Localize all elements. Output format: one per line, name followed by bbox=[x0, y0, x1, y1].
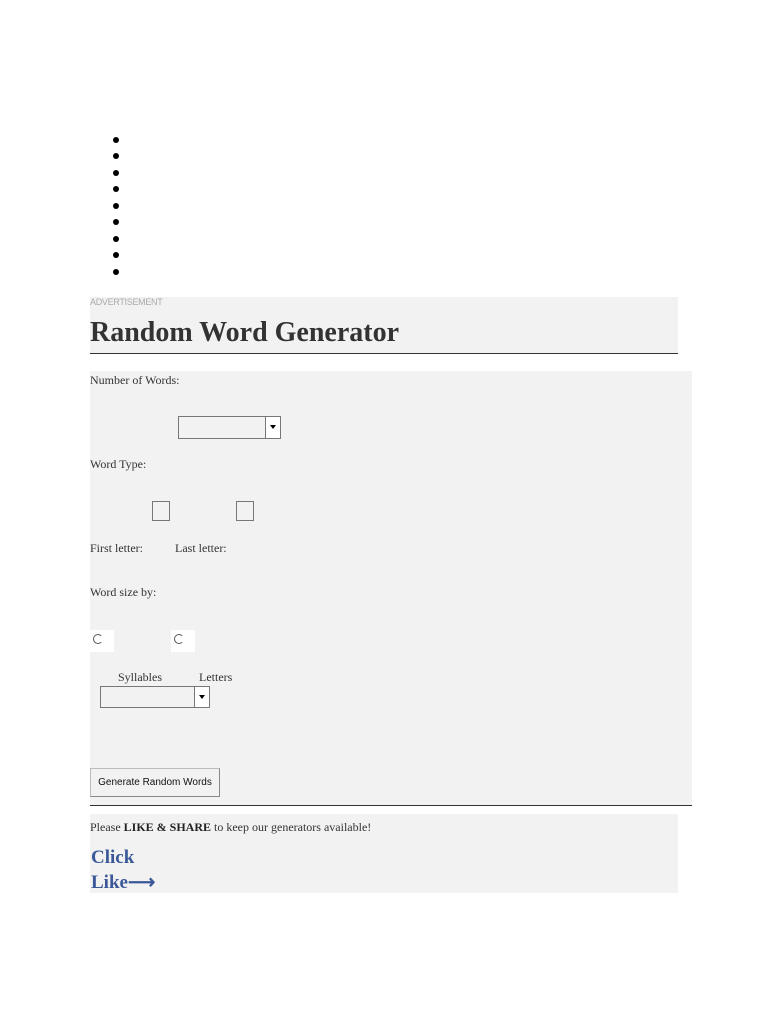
share-emphasis: LIKE & SHARE bbox=[123, 820, 212, 834]
nav-list-item[interactable] bbox=[113, 236, 119, 242]
share-message bbox=[90, 820, 371, 835]
word-size-select[interactable] bbox=[100, 686, 210, 708]
nav-list-item[interactable] bbox=[113, 252, 119, 258]
letters-label: Letters bbox=[199, 670, 233, 684]
number-of-words-select[interactable] bbox=[178, 416, 281, 439]
syllables-radio-wrap bbox=[90, 630, 114, 652]
chevron-down-icon bbox=[194, 687, 209, 707]
letters-radio-wrap bbox=[171, 630, 195, 652]
nav-list-item[interactable] bbox=[113, 219, 119, 225]
last-letter-checkbox[interactable] bbox=[236, 501, 254, 521]
chevron-down-icon bbox=[265, 417, 280, 438]
first-letter-label: First letter: bbox=[90, 541, 143, 555]
nav-list-item[interactable] bbox=[113, 203, 119, 209]
syllables-radio[interactable] bbox=[93, 634, 103, 644]
header-block bbox=[90, 297, 678, 354]
share-prefix: Please bbox=[90, 820, 124, 834]
syllables-label: Syllables bbox=[118, 670, 162, 684]
click-label: Click bbox=[91, 847, 135, 868]
nav-list-item[interactable] bbox=[113, 170, 119, 176]
share-block bbox=[90, 814, 678, 893]
generate-random-words-button[interactable]: Generate Random Words bbox=[90, 768, 220, 797]
generator-form bbox=[90, 371, 692, 806]
nav-list-item[interactable] bbox=[113, 153, 119, 159]
nav-list-item[interactable] bbox=[113, 269, 119, 275]
nav-list-item[interactable] bbox=[113, 137, 119, 143]
word-type-label: Word Type: bbox=[90, 457, 147, 471]
advertisement-label: ADVERTISEMENT bbox=[90, 297, 163, 307]
number-of-words-label: Number of Words: bbox=[90, 373, 180, 387]
facebook-like-link[interactable] bbox=[91, 845, 155, 895]
first-letter-checkbox[interactable] bbox=[152, 501, 170, 521]
letters-radio[interactable] bbox=[174, 634, 184, 644]
like-label: Like⟶ bbox=[91, 872, 156, 893]
share-suffix: to keep our generators available! bbox=[211, 820, 372, 834]
last-letter-label: Last letter: bbox=[175, 541, 227, 555]
word-size-label: Word size by: bbox=[90, 585, 157, 599]
nav-list-item[interactable] bbox=[113, 186, 119, 192]
page-title: Random Word Generator bbox=[90, 317, 400, 348]
